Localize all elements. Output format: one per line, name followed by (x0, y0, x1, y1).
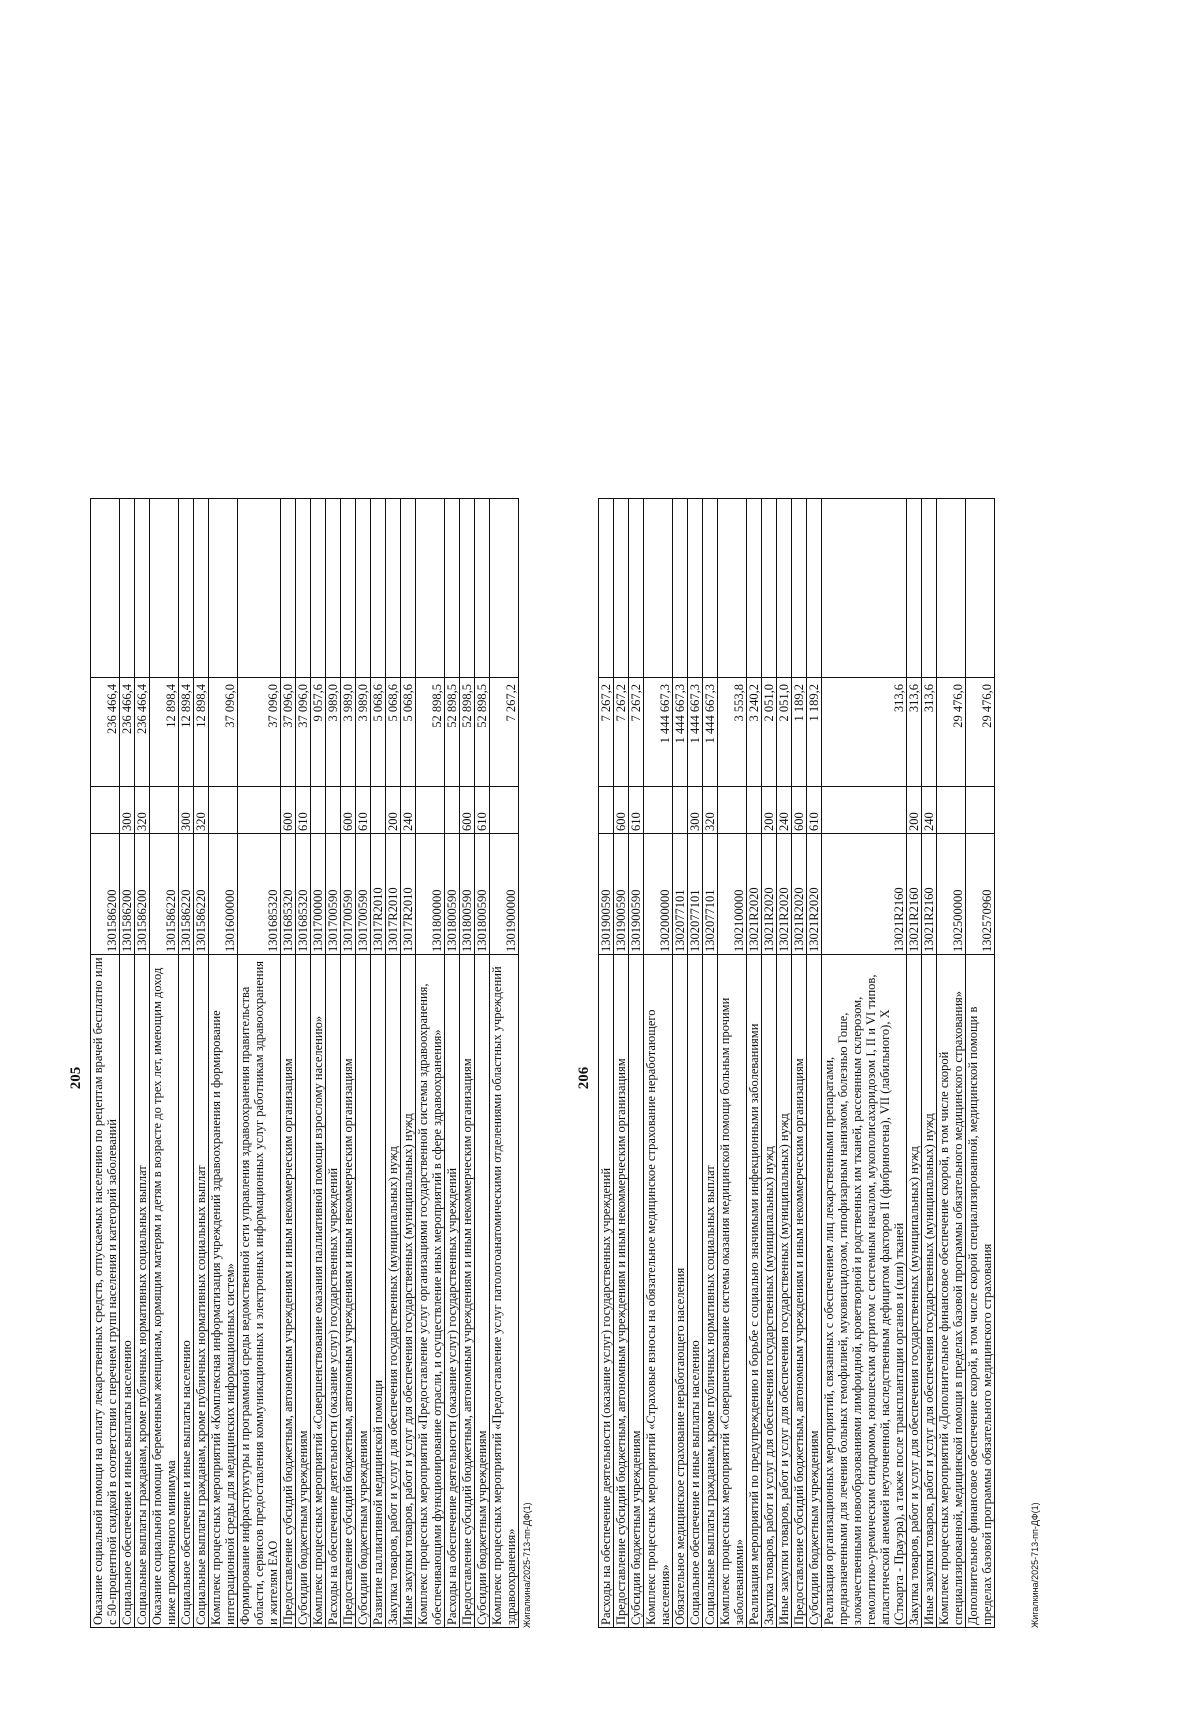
table-row (120, 499, 135, 1628)
budget-table (90, 498, 519, 1628)
row-amount-cell: 12 898,4 (150, 678, 179, 787)
row-empty-cell (356, 499, 371, 678)
row-amount-cell: 9 057,6 (311, 678, 326, 787)
row-code-cell: 1301586200 (91, 834, 120, 955)
row-code-cell: 1301800590 (445, 834, 460, 955)
row-code-cell: 1301685320 (281, 834, 296, 955)
row-code-cell: 1301586200 (135, 834, 150, 955)
row-expense-type-cell: 200 (907, 787, 922, 834)
row-amount-cell: 5 068,6 (371, 678, 386, 787)
row-amount-cell: 7 267,2 (614, 678, 629, 787)
row-code-cell: 1301800590 (475, 834, 490, 955)
row-empty-cell (371, 499, 386, 678)
row-expense-type-cell (747, 787, 762, 834)
row-name-cell: Субсидии бюджетным учреждениям (629, 955, 644, 1628)
row-expense-type-cell (238, 787, 281, 834)
row-amount-cell: 52 898,5 (460, 678, 475, 787)
row-code-cell: 1301685320 (238, 834, 281, 955)
row-empty-cell (599, 499, 614, 678)
row-empty-cell (792, 499, 807, 678)
row-empty-cell (614, 499, 629, 678)
row-code-cell: 1301685320 (296, 834, 311, 955)
row-code-cell: 1301700000 (311, 834, 326, 955)
page-number: 205 (68, 1066, 84, 1090)
row-empty-cell (907, 499, 922, 678)
row-amount-cell: 1 444 667,3 (673, 678, 688, 787)
row-expense-type-cell: 320 (194, 787, 209, 834)
row-expense-type-cell: 300 (179, 787, 194, 834)
row-expense-type-cell (416, 787, 445, 834)
row-name-cell: Расходы на обеспечение деятельности (оказание услуг) государственных учреждений (445, 955, 460, 1628)
row-empty-cell (311, 499, 326, 678)
row-code-cell: 13021R2160 (922, 834, 937, 955)
row-expense-type-cell (966, 787, 995, 834)
row-expense-type-cell: 610 (629, 787, 644, 834)
table-row (386, 499, 401, 1628)
row-amount-cell: 313,6 (907, 678, 922, 787)
row-expense-type-cell (371, 787, 386, 834)
row-expense-type-cell: 200 (762, 787, 777, 834)
table-row (150, 499, 179, 1628)
row-code-cell: 1301586200 (120, 834, 135, 955)
row-name-cell: Предоставление субсидий бюджетным, автономным учреждениям и иным некоммерческим организациям (792, 955, 807, 1628)
row-name-cell: Расходы на обеспечение деятельности (оказание услуг) государственных учреждений (326, 955, 341, 1628)
row-expense-type-cell: 600 (341, 787, 356, 834)
table-row (490, 499, 519, 1628)
row-expense-type-cell: 240 (401, 787, 416, 834)
row-empty-cell (937, 499, 966, 678)
row-expense-type-cell: 240 (922, 787, 937, 834)
row-empty-cell (718, 499, 747, 678)
table-row (194, 499, 209, 1628)
table-row (91, 499, 120, 1628)
page-206 (576, 528, 1040, 1628)
row-name-cell: Дополнительное финансовое обеспечение скорой, в том числе скорой специализированной, медицинской помощи в пределах базовой программы обязательного медицинского страхования (966, 955, 995, 1628)
row-amount-cell: 236 466,4 (135, 678, 150, 787)
row-amount-cell: 1 444 667,3 (688, 678, 703, 787)
row-expense-type-cell (644, 787, 673, 834)
row-name-cell: Закупка товаров, работ и услуг для обеспечения государственных (муниципальных) нужд (762, 955, 777, 1628)
row-expense-type-cell: 600 (614, 787, 629, 834)
row-expense-type-cell: 610 (356, 787, 371, 834)
row-amount-cell: 1 444 667,3 (703, 678, 718, 787)
row-amount-cell: 313,6 (922, 678, 937, 787)
row-code-cell: 1302000000 (644, 834, 673, 955)
row-name-cell: Социальные выплаты гражданам, кроме публичных нормативных социальных выплат (135, 955, 150, 1628)
table-row (416, 499, 445, 1628)
row-code-cell: 1302500000 (937, 834, 966, 955)
row-name-cell: Оказание социальной помощи на оплату лекарственных средств, отпускаемых населению по рецептам врачей бесплатно или с 50-процентной скидкой в соответствии с перечнем групп населения и категорий заболеваний (91, 955, 120, 1628)
row-name-cell: Предоставление субсидий бюджетным, автономным учреждениям и иным некоммерческим организациям (614, 955, 629, 1628)
row-empty-cell (703, 499, 718, 678)
row-empty-cell (341, 499, 356, 678)
row-empty-cell (922, 499, 937, 678)
row-code-cell: 1301586220 (179, 834, 194, 955)
row-name-cell: Социальное обеспечение и иные выплаты населению (179, 955, 194, 1628)
row-empty-cell (209, 499, 238, 678)
table-row (966, 499, 995, 1628)
row-expense-type-cell: 600 (792, 787, 807, 834)
row-expense-type-cell: 300 (688, 787, 703, 834)
page-footer: Жигалкина/2025-713-пп-ДФ(1) (522, 1502, 532, 1628)
row-expense-type-cell (599, 787, 614, 834)
row-name-cell: Предоставление субсидий бюджетным, автономным учреждениям и иным некоммерческим организациям (341, 955, 356, 1628)
row-code-cell: 1301900000 (490, 834, 519, 955)
row-code-cell: 1301900590 (629, 834, 644, 955)
row-name-cell: Иные закупки товаров, работ и услуг для обеспечения государственных (муниципальных) нужд (401, 955, 416, 1628)
row-amount-cell: 313,6 (822, 678, 907, 787)
row-expense-type-cell (445, 787, 460, 834)
row-amount-cell: 37 096,0 (296, 678, 311, 787)
row-code-cell: 1301900590 (599, 834, 614, 955)
row-amount-cell: 52 898,5 (416, 678, 445, 787)
row-name-cell: Развитие паллиативной медицинской помощи (371, 955, 386, 1628)
row-code-cell: 13021R2020 (762, 834, 777, 955)
row-amount-cell: 3 240,2 (747, 678, 762, 787)
table-row (747, 499, 762, 1628)
row-empty-cell (401, 499, 416, 678)
row-name-cell: Реализация мероприятий по предупреждению и борьбе с социально значимыми инфекционными заболеваниями (747, 955, 762, 1628)
row-name-cell: Оказание социальной помощи беременным женщинам, кормящим матерям и детям в возрасте до трех лет, имеющим доход ниже прожиточного минимума (150, 955, 179, 1628)
row-empty-cell (386, 499, 401, 678)
table-row (135, 499, 150, 1628)
table-row (326, 499, 341, 1628)
row-expense-type-cell (822, 787, 907, 834)
row-code-cell: 1301586220 (194, 834, 209, 955)
table-row (777, 499, 792, 1628)
row-amount-cell: 29 476,0 (966, 678, 995, 787)
table-row (703, 499, 718, 1628)
row-empty-cell (644, 499, 673, 678)
table-row (907, 499, 922, 1628)
row-code-cell: 13021R2160 (822, 834, 907, 955)
row-empty-cell (673, 499, 688, 678)
table-row (792, 499, 807, 1628)
row-amount-cell: 3 989,0 (341, 678, 356, 787)
row-expense-type-cell (150, 787, 179, 834)
budget-table (598, 498, 995, 1628)
row-name-cell: Социальные выплаты гражданам, кроме публичных нормативных социальных выплат (703, 955, 718, 1628)
row-amount-cell: 2 051,0 (762, 678, 777, 787)
row-name-cell: Субсидии бюджетным учреждениям (475, 955, 490, 1628)
row-name-cell: Социальное обеспечение и иные выплаты населению (120, 955, 135, 1628)
row-amount-cell: 52 898,5 (475, 678, 490, 787)
row-amount-cell: 1 189,2 (807, 678, 822, 787)
table-row (644, 499, 673, 1628)
row-empty-cell (179, 499, 194, 678)
row-expense-type-cell: 600 (460, 787, 475, 834)
row-expense-type-cell (91, 787, 120, 834)
row-name-cell: Социальное обеспечение и иные выплаты населению (688, 955, 703, 1628)
row-name-cell: Комплекс процессных мероприятий «Дополнительное финансовое обеспечение скорой, в том числе скорой специализированной, медицинской помощи в пределах базовой программы обязательного медицинского страхования» (937, 955, 966, 1628)
row-empty-cell (490, 499, 519, 678)
table-row (401, 499, 416, 1628)
page-number: 206 (576, 1066, 592, 1090)
row-name-cell: Предоставление субсидий бюджетным, автономным учреждениям и иным некоммерческим организациям (281, 955, 296, 1628)
row-name-cell: Иные закупки товаров, работ и услуг для обеспечения государственных (муниципальных) нужд (777, 955, 792, 1628)
row-code-cell: 13017R2010 (401, 834, 416, 955)
page-footer: Жигалкина/2025-713-пп-ДФ(1) (1030, 1502, 1040, 1628)
table-row (341, 499, 356, 1628)
row-empty-cell (135, 499, 150, 678)
row-expense-type-cell: 320 (135, 787, 150, 834)
row-name-cell: Предоставление субсидий бюджетным, автономным учреждениям и иным некоммерческим организациям (460, 955, 475, 1628)
row-expense-type-cell (718, 787, 747, 834)
row-code-cell: 1301586220 (150, 834, 179, 955)
row-expense-type-cell: 610 (296, 787, 311, 834)
table-row (445, 499, 460, 1628)
table-row (238, 499, 281, 1628)
row-expense-type-cell: 300 (120, 787, 135, 834)
row-empty-cell (194, 499, 209, 678)
row-expense-type-cell (673, 787, 688, 834)
table-row (762, 499, 777, 1628)
row-code-cell: 13017R2010 (371, 834, 386, 955)
row-empty-cell (120, 499, 135, 678)
row-expense-type-cell: 600 (281, 787, 296, 834)
row-empty-cell (296, 499, 311, 678)
row-code-cell: 13021R2020 (807, 834, 822, 955)
row-empty-cell (416, 499, 445, 678)
table-row (688, 499, 703, 1628)
row-code-cell: 13021R2160 (907, 834, 922, 955)
row-expense-type-cell: 200 (386, 787, 401, 834)
table-row (311, 499, 326, 1628)
table-row (922, 499, 937, 1628)
row-name-cell: Комплекс процессных мероприятий «Совершенствование оказания паллиативной помощи взрослому населению» (311, 955, 326, 1628)
row-empty-cell (475, 499, 490, 678)
row-amount-cell: 1 189,2 (792, 678, 807, 787)
row-name-cell: Субсидии бюджетным учреждениям (356, 955, 371, 1628)
row-amount-cell: 12 898,4 (194, 678, 209, 787)
row-expense-type-cell: 320 (703, 787, 718, 834)
row-amount-cell: 52 898,5 (445, 678, 460, 787)
row-amount-cell: 7 267,2 (599, 678, 614, 787)
row-expense-type-cell (326, 787, 341, 834)
row-name-cell: Реализация организационных мероприятий, связанных с обеспечением лиц лекарственными препаратами, предназначенными для лечения больных гемофилией, муковисцидозом, гипофизарным нанизмом, болезнью Гоше, злокачественными новообразованиями лимфоидной, кроветворной и родственных им тканей, рассеянным склерозом, гемолитико-уремическим синдромом, юношеским артритом с системным началом, мукополисахаридозом I, II и VI типов, апластической анемией неуточненной, наследственным дефицитом факторов II (фибриногена), VII (лабильного), X (Стюарта - Прауэра), а также после трансплантации органов и (или) тканей (822, 955, 907, 1628)
row-code-cell: 13017R2010 (386, 834, 401, 955)
row-name-cell: Закупка товаров, работ и услуг для обеспечения государственных (муниципальных) нужд (907, 955, 922, 1628)
row-empty-cell (460, 499, 475, 678)
table-row (673, 499, 688, 1628)
row-code-cell: 13021R2020 (792, 834, 807, 955)
row-empty-cell (445, 499, 460, 678)
table-row (460, 499, 475, 1628)
row-name-cell: Субсидии бюджетным учреждениям (296, 955, 311, 1628)
row-amount-cell: 5 068,6 (401, 678, 416, 787)
row-name-cell: Социальные выплаты гражданам, кроме публичных нормативных социальных выплат (194, 955, 209, 1628)
row-amount-cell: 3 989,0 (326, 678, 341, 787)
row-empty-cell (281, 499, 296, 678)
row-amount-cell: 29 476,0 (937, 678, 966, 787)
row-amount-cell: 236 466,4 (91, 678, 120, 787)
row-empty-cell (807, 499, 822, 678)
row-empty-cell (777, 499, 792, 678)
row-code-cell: 1302077101 (673, 834, 688, 955)
table-row (209, 499, 238, 1628)
row-expense-type-cell: 610 (807, 787, 822, 834)
row-amount-cell: 7 267,2 (490, 678, 519, 787)
table-row (599, 499, 614, 1628)
row-empty-cell (762, 499, 777, 678)
table-row (629, 499, 644, 1628)
table-row (822, 499, 907, 1628)
row-amount-cell: 37 096,0 (238, 678, 281, 787)
row-amount-cell: 5 068,6 (386, 678, 401, 787)
row-code-cell: 1301600000 (209, 834, 238, 955)
table-row (937, 499, 966, 1628)
row-empty-cell (326, 499, 341, 678)
row-code-cell: 13021R2020 (777, 834, 792, 955)
row-code-cell: 1301700590 (326, 834, 341, 955)
row-name-cell: Комплекс процессных мероприятий «Предоставление услуг патологоанатомическими отделениями областных учреждений здравоохранения» (490, 955, 519, 1628)
row-code-cell: 1301700590 (341, 834, 356, 955)
row-expense-type-cell (490, 787, 519, 834)
row-code-cell: 1301800000 (416, 834, 445, 955)
row-expense-type-cell (209, 787, 238, 834)
row-code-cell: 1302100000 (718, 834, 747, 955)
row-code-cell: 1301700590 (356, 834, 371, 955)
table-row (281, 499, 296, 1628)
row-empty-cell (91, 499, 120, 678)
row-amount-cell: 236 466,4 (120, 678, 135, 787)
table-row (718, 499, 747, 1628)
row-code-cell: 1301800590 (460, 834, 475, 955)
row-amount-cell: 12 898,4 (179, 678, 194, 787)
row-expense-type-cell (311, 787, 326, 834)
row-amount-cell: 1 444 667,3 (644, 678, 673, 787)
row-name-cell: Комплекс процессных мероприятий «Страховые взносы на обязательное медицинское страхование неработающего населения» (644, 955, 673, 1628)
row-name-cell: Комплекс процессных мероприятий «Совершенствование системы оказания медицинской помощи больным прочими заболеваниями» (718, 955, 747, 1628)
row-expense-type-cell: 240 (777, 787, 792, 834)
row-name-cell: Обязательное медицинское страхование неработающего населения (673, 955, 688, 1628)
row-empty-cell (688, 499, 703, 678)
row-amount-cell: 3 989,0 (356, 678, 371, 787)
row-name-cell: Иные закупки товаров, работ и услуг для обеспечения государственных (муниципальных) нужд (922, 955, 937, 1628)
row-empty-cell (747, 499, 762, 678)
row-name-cell: Субсидии бюджетным учреждениям (807, 955, 822, 1628)
row-amount-cell: 37 096,0 (209, 678, 238, 787)
row-amount-cell: 7 267,2 (629, 678, 644, 787)
table-row (179, 499, 194, 1628)
table-row (807, 499, 822, 1628)
row-empty-cell (822, 499, 907, 678)
row-code-cell: 1301900590 (614, 834, 629, 955)
table-row (475, 499, 490, 1628)
table-row (356, 499, 371, 1628)
row-code-cell: 1302077101 (703, 834, 718, 955)
row-amount-cell: 2 051,0 (777, 678, 792, 787)
page-205 (68, 528, 532, 1628)
row-code-cell: 1302570960 (966, 834, 995, 955)
row-amount-cell: 37 096,0 (281, 678, 296, 787)
row-code-cell: 1302077101 (688, 834, 703, 955)
row-name-cell: Расходы на обеспечение деятельности (оказание услуг) государственных учреждений (599, 955, 614, 1628)
row-empty-cell (150, 499, 179, 678)
row-empty-cell (966, 499, 995, 678)
row-name-cell: Комплекс процессных мероприятий «Комплексная информатизация учреждений здравоохранения и формирование интеграционной среды для медицинских информационных систем» (209, 955, 238, 1628)
table-row (371, 499, 386, 1628)
row-name-cell: Закупка товаров, работ и услуг для обеспечения государственных (муниципальных) нужд (386, 955, 401, 1628)
table-row (296, 499, 311, 1628)
row-expense-type-cell (937, 787, 966, 834)
row-name-cell: Формирование инфраструктуры и программной среды ведомственной сети управления здравоохранения правительства области, сервисов предоставления коммуникационных и электронных информационных услуг работникам здравоохранения и жителям ЕАО (238, 955, 281, 1628)
row-expense-type-cell: 610 (475, 787, 490, 834)
row-name-cell: Комплекс процессных мероприятий «Предоставление услуг организациями государственной системы здравоохранения, обеспечивающими функционирование отрасли, и осуществление иных мероприятий в сфере здравоохранения» (416, 955, 445, 1628)
row-empty-cell (629, 499, 644, 678)
row-empty-cell (238, 499, 281, 678)
row-code-cell: 13021R2020 (747, 834, 762, 955)
table-row (614, 499, 629, 1628)
row-amount-cell: 3 553,8 (718, 678, 747, 787)
